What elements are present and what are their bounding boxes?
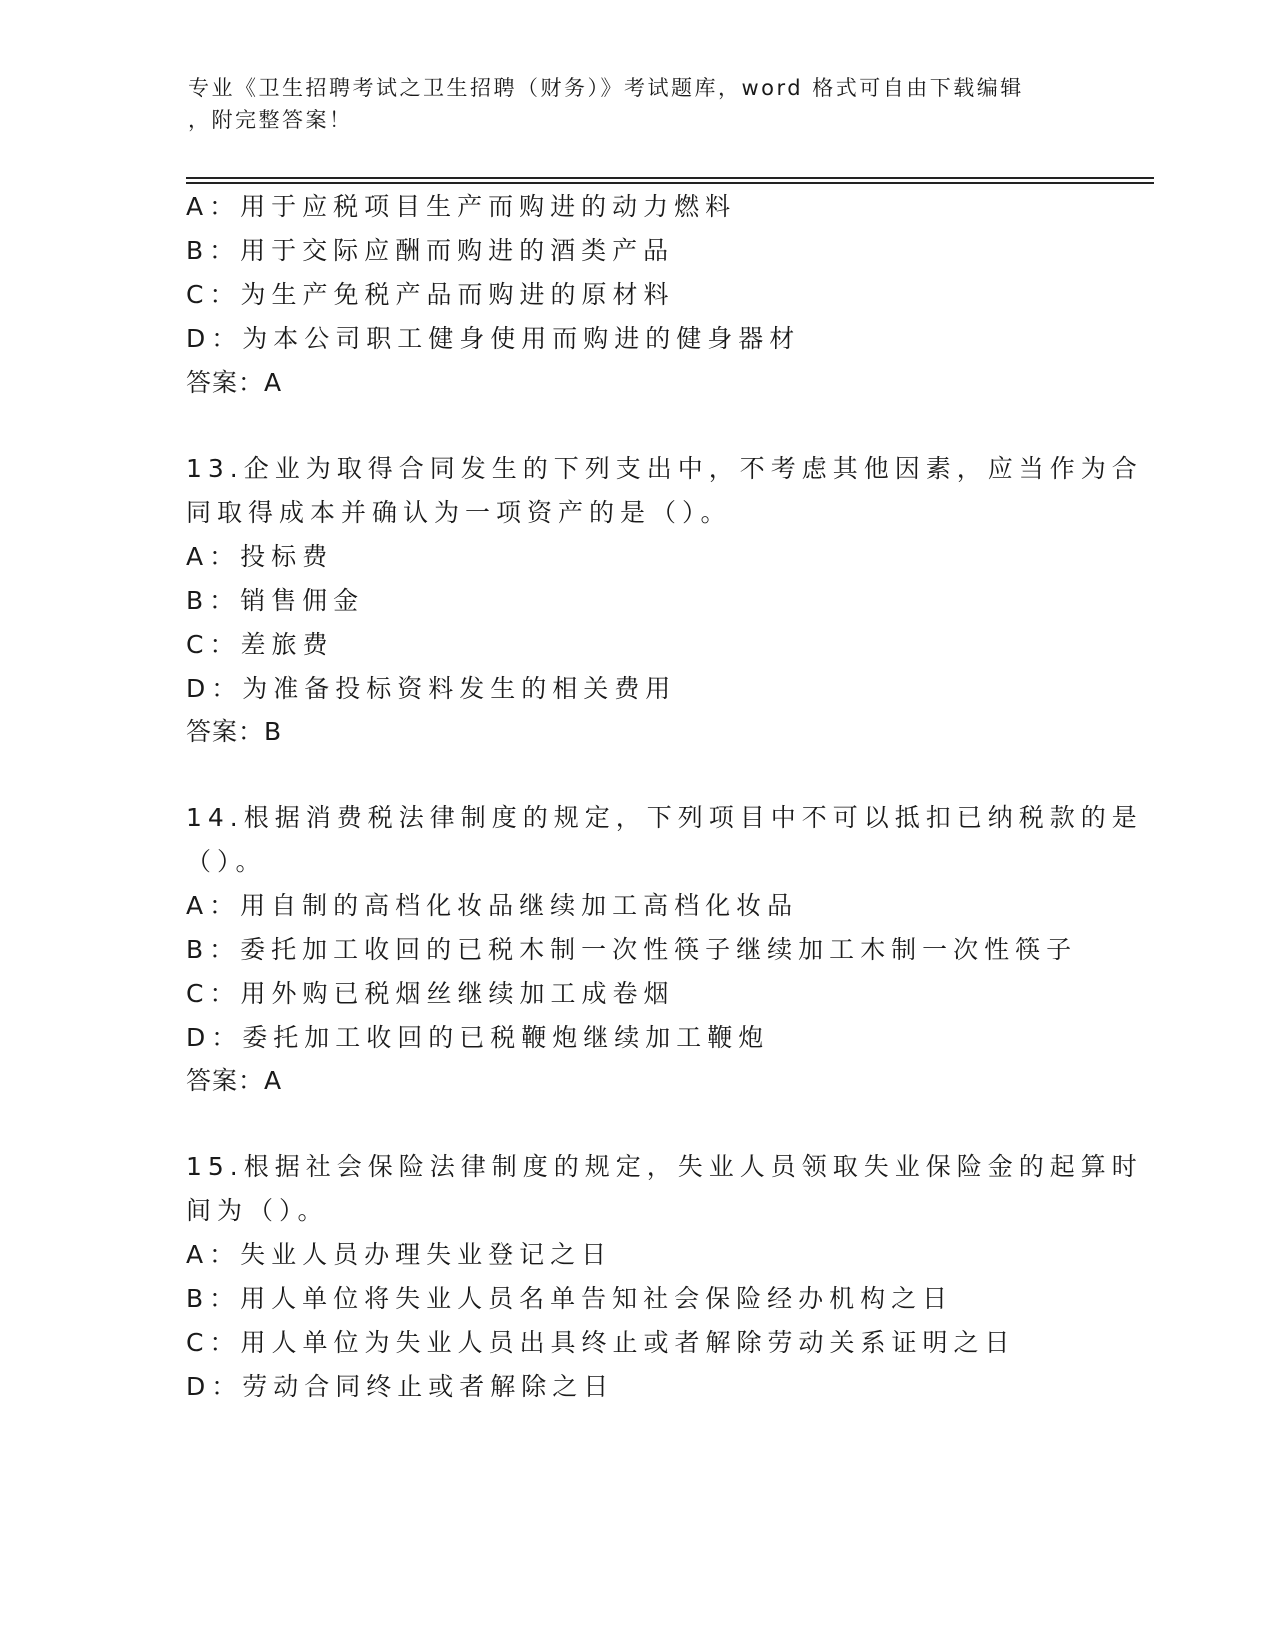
q15-stem-line-1: 15.根据社会保险法律制度的规定，失业人员领取失业保险金的起算时 <box>186 1152 1143 1181</box>
q14-stem-line-2: （）。 <box>186 847 267 876</box>
q12-option-d: D：为本公司职工健身使用而购进的健身器材 <box>186 324 801 353</box>
q15-option-d: D：劳动合同终止或者解除之日 <box>186 1372 615 1401</box>
q14-option-d: D：委托加工收回的已税鞭炮继续加工鞭炮 <box>186 1023 770 1052</box>
q13-option-d: D：为准备投标资料发生的相关费用 <box>186 674 677 703</box>
q14-answer: 答案：A <box>186 1066 283 1095</box>
document-header <box>188 72 1078 136</box>
q14-option-c: C：用外购已税烟丝继续加工成卷烟 <box>186 979 675 1008</box>
q15-option-b: B：用人单位将失业人员名单告知社会保险经办机构之日 <box>186 1284 954 1313</box>
q14-option-b: B：委托加工收回的已税木制一次性筷子继续加工木制一次性筷子 <box>186 935 1078 964</box>
q13-option-b: B：销售佣金 <box>186 586 365 615</box>
header-line-1: 专业《卫生招聘考试之卫生招聘（财务）》考试题库，word 格式可自由下载编辑 <box>188 76 1024 100</box>
q12-option-b: B：用于交际应酬而购进的酒类产品 <box>186 236 675 265</box>
q14-option-a: A：用自制的高档化妆品继续加工高档化妆品 <box>186 891 799 920</box>
header-rule-top <box>186 177 1154 179</box>
q15-option-c: C：用人单位为失业人员出具终止或者解除劳动关系证明之日 <box>186 1328 1016 1357</box>
header-rule-bottom <box>186 182 1154 184</box>
q12-answer: 答案：A <box>186 368 283 397</box>
q15-stem-line-2: 间为（）。 <box>186 1196 329 1225</box>
q13-option-a: A：投标费 <box>186 542 334 571</box>
q15-option-a: A：失业人员办理失业登记之日 <box>186 1240 613 1269</box>
q13-stem-line-1: 13.企业为取得合同发生的下列支出中，不考虑其他因素，应当作为合 <box>186 454 1143 483</box>
q13-option-c: C：差旅费 <box>186 630 334 659</box>
q12-option-a: A：用于应税项目生产而购进的动力燃料 <box>186 192 737 221</box>
header-line-2: ，附完整答案！ <box>188 108 353 132</box>
q14-stem-line-1: 14.根据消费税法律制度的规定，下列项目中不可以抵扣已纳税款的是 <box>186 803 1143 832</box>
q12-option-c: C：为生产免税产品而购进的原材料 <box>186 280 675 309</box>
q13-answer: 答案：B <box>186 717 283 746</box>
q13-stem-line-2: 同取得成本并确认为一项资产的是（）。 <box>186 498 732 527</box>
